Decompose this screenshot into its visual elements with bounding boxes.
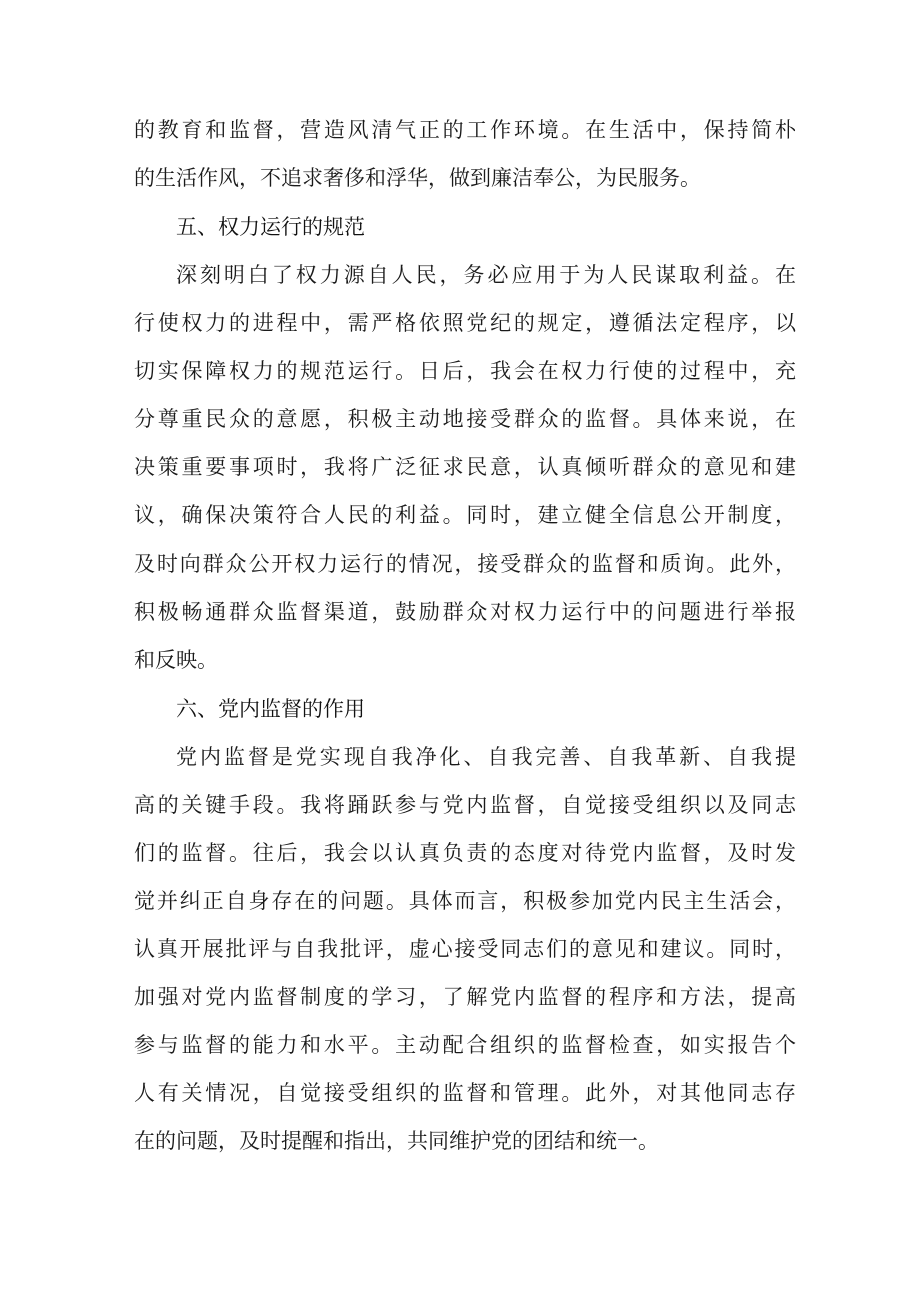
paragraph-line: 积极畅通群众监督渠道，鼓励群众对权力运行中的问题进行举报 <box>134 600 796 624</box>
paragraph-line: 决策重要事项时，我将广泛征求民意，认真倾听群众的意见和建 <box>134 455 796 479</box>
section-heading-5: 五、权力运行的规范 <box>176 215 365 239</box>
paragraph-line: 及时向群众公开权力运行的情况，接受群众的监督和质询。此外， <box>134 552 796 576</box>
paragraph-line: 人有关情况，自觉接受组织的监督和管理。此外，对其他同志存 <box>134 1081 796 1105</box>
paragraph-line: 分尊重民众的意愿，积极主动地接受群众的监督。具体来说，在 <box>134 407 796 431</box>
paragraph-line: 党内监督是党实现自我净化、自我完善、自我革新、自我提 <box>176 745 796 769</box>
paragraph-line: 深刻明白了权力源自人民，务必应用于为人民谋取利益。在 <box>176 263 796 287</box>
paragraph-line: 议，确保决策符合人民的利益。同时，建立健全信息公开制度， <box>134 503 796 527</box>
paragraph-line: 高的关键手段。我将踊跃参与党内监督，自觉接受组织以及同志 <box>134 793 796 817</box>
paragraph-line: 认真开展批评与自我批评，虚心接受同志们的意见和建议。同时， <box>134 937 796 961</box>
paragraph-line: 参与监督的能力和水平。主动配合组织的监督检查，如实报告个 <box>134 1033 796 1057</box>
paragraph-line: 加强对党内监督制度的学习，了解党内监督的程序和方法，提高 <box>134 985 796 1009</box>
paragraph-line: 在的问题，及时提醒和指出，共同维护党的团结和统一。 <box>134 1129 659 1153</box>
paragraph-line: 行使权力的进程中，需严格依照党纪的规定，遵循法定程序，以 <box>134 311 796 335</box>
paragraph-line: 觉并纠正自身存在的问题。具体而言，积极参加党内民主生活会， <box>134 889 796 913</box>
paragraph-line: 的教育和监督，营造风清气正的工作环境。在生活中，保持简朴 <box>134 118 796 142</box>
paragraph-line: 们的监督。往后，我会以认真负责的态度对待党内监督，及时发 <box>134 841 796 865</box>
paragraph-line: 和反映。 <box>134 648 218 672</box>
paragraph-line: 切实保障权力的规范运行。日后，我会在权力行使的过程中，充 <box>134 359 796 383</box>
section-heading-6: 六、党内监督的作用 <box>176 697 365 721</box>
paragraph-line: 的生活作风，不追求奢侈和浮华，做到廉洁奉公，为民服务。 <box>134 166 701 190</box>
